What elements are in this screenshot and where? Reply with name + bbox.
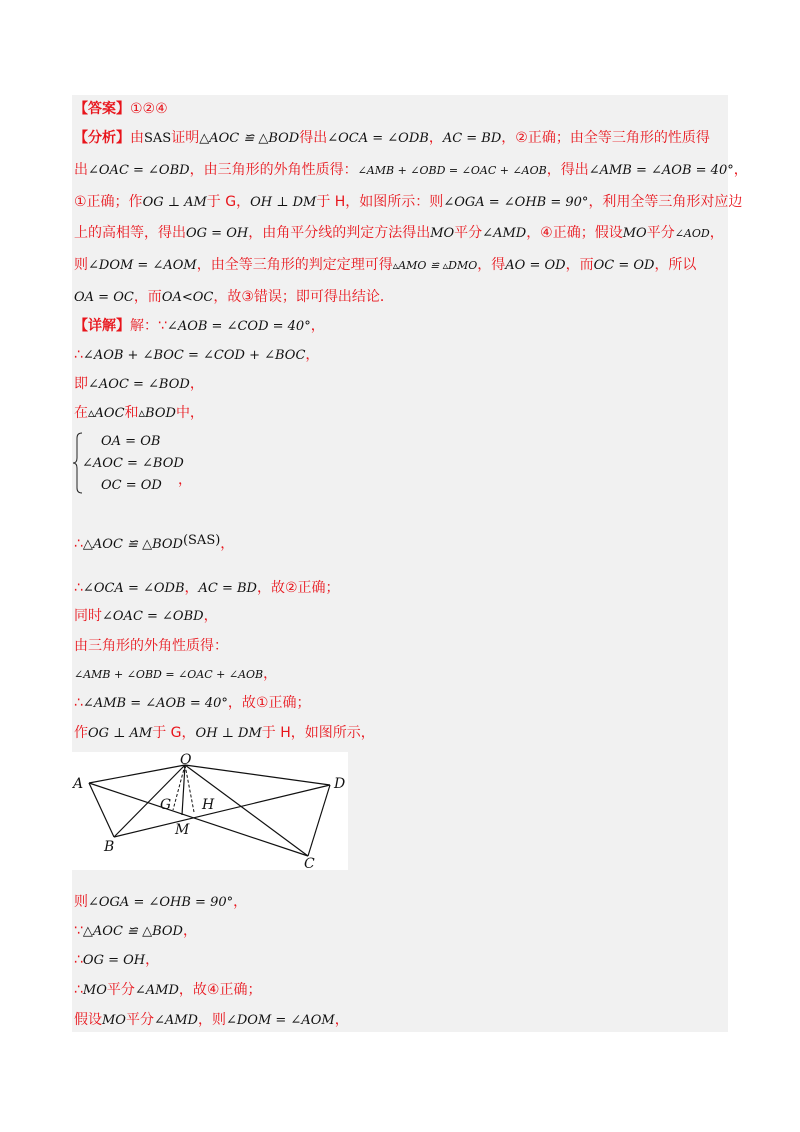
- detail-line-8: 由三角形的外角性质得：: [74, 638, 228, 654]
- detail-line-1: 【详解】解：∵∠AOB = ∠COD = 40°，: [74, 318, 325, 334]
- detail-line-2: ∴∠AOB + ∠BOC = ∠COD + ∠BOC，: [74, 347, 320, 363]
- detail-line-14: ∴OG = OH，: [74, 952, 160, 968]
- detail-line-16: 假设MO平分∠AMD，则∠DOM = ∠AOM，: [74, 1012, 349, 1028]
- detail-line-7: 同时∠OAC = ∠OBD，: [74, 608, 218, 624]
- detail-line-3: 即∠AOC = ∠BOD，: [74, 376, 204, 392]
- analysis-line-5: 则∠DOM = ∠AOM，由全等三角形的判定定理可得▵AMO ≌ ▵DMO，得AO = OD，而OC = OD，所以: [74, 257, 697, 273]
- label-a: A: [73, 776, 84, 792]
- detail-line-10: ∴∠AMB = ∠AOB = 40°，故①正确；: [74, 695, 311, 711]
- detail-line-13: ∵△AOC ≌ △BOD，: [74, 923, 197, 939]
- analysis-line-6: OA = OC，而OA<OC，故③错误；即可得出结论．: [74, 289, 394, 305]
- label-d: D: [334, 776, 346, 792]
- label-c: C: [304, 856, 315, 870]
- label-o: O: [180, 752, 192, 768]
- label-b: B: [104, 839, 115, 855]
- analysis-line-3: ①正确；作OG ⊥ AM于 G，OH ⊥ DM于 H，如图所示：则∠OGA = ∠OHB = 90°，利用全等三角形对应边: [74, 194, 743, 210]
- analysis-line-1: 【分析】由SAS证明△AOC ≌ △BOD得出∠OCA = ∠ODB，AC = BD，②正确；由全等三角形的性质得: [74, 130, 710, 146]
- system-comma: ，: [178, 472, 192, 488]
- geometry-figure: [72, 752, 348, 870]
- detail-line-9: ∠AMB + ∠OBD = ∠OAC + ∠AOB，: [74, 666, 278, 682]
- label-g: G: [160, 797, 172, 813]
- detail-line-15: ∴MO平分∠AMD，故④正确；: [74, 982, 262, 998]
- detail-line-4: 在▵AOC和▵BOD中，: [74, 405, 204, 421]
- system-eq-3: OC = OD: [101, 478, 162, 493]
- detail-line-12: 则∠OGA = ∠OHB = 90°，: [74, 894, 248, 910]
- detail-line-6: ∴∠OCA = ∠ODB，AC = BD，故②正确；: [74, 580, 340, 596]
- system-eq-2: ∠AOC = ∠BOD: [82, 456, 184, 471]
- label-m: M: [175, 822, 190, 838]
- label-h: H: [202, 797, 215, 813]
- detail-line-5: ∴△AOC ≌ △BOD(SAS)，: [74, 533, 235, 552]
- detail-line-11: 作OG ⊥ AM于 G，OH ⊥ DM于 H，如图所示，: [74, 725, 375, 741]
- analysis-line-2: 出∠OAC = ∠OBD，由三角形的外角性质得：∠AMB + ∠OBD = ∠OAC + ∠AOB，得出∠AMB = ∠AOB = 40°，: [74, 162, 748, 178]
- answer-line: 【答案】①②④: [74, 101, 168, 117]
- analysis-line-4: 上的高相等，得出OG = OH，由角平分线的判定方法得出MO平分∠AMD，④正确；假设MO平分∠AOD，: [74, 225, 724, 241]
- system-eq-1: OA = OB: [101, 434, 161, 449]
